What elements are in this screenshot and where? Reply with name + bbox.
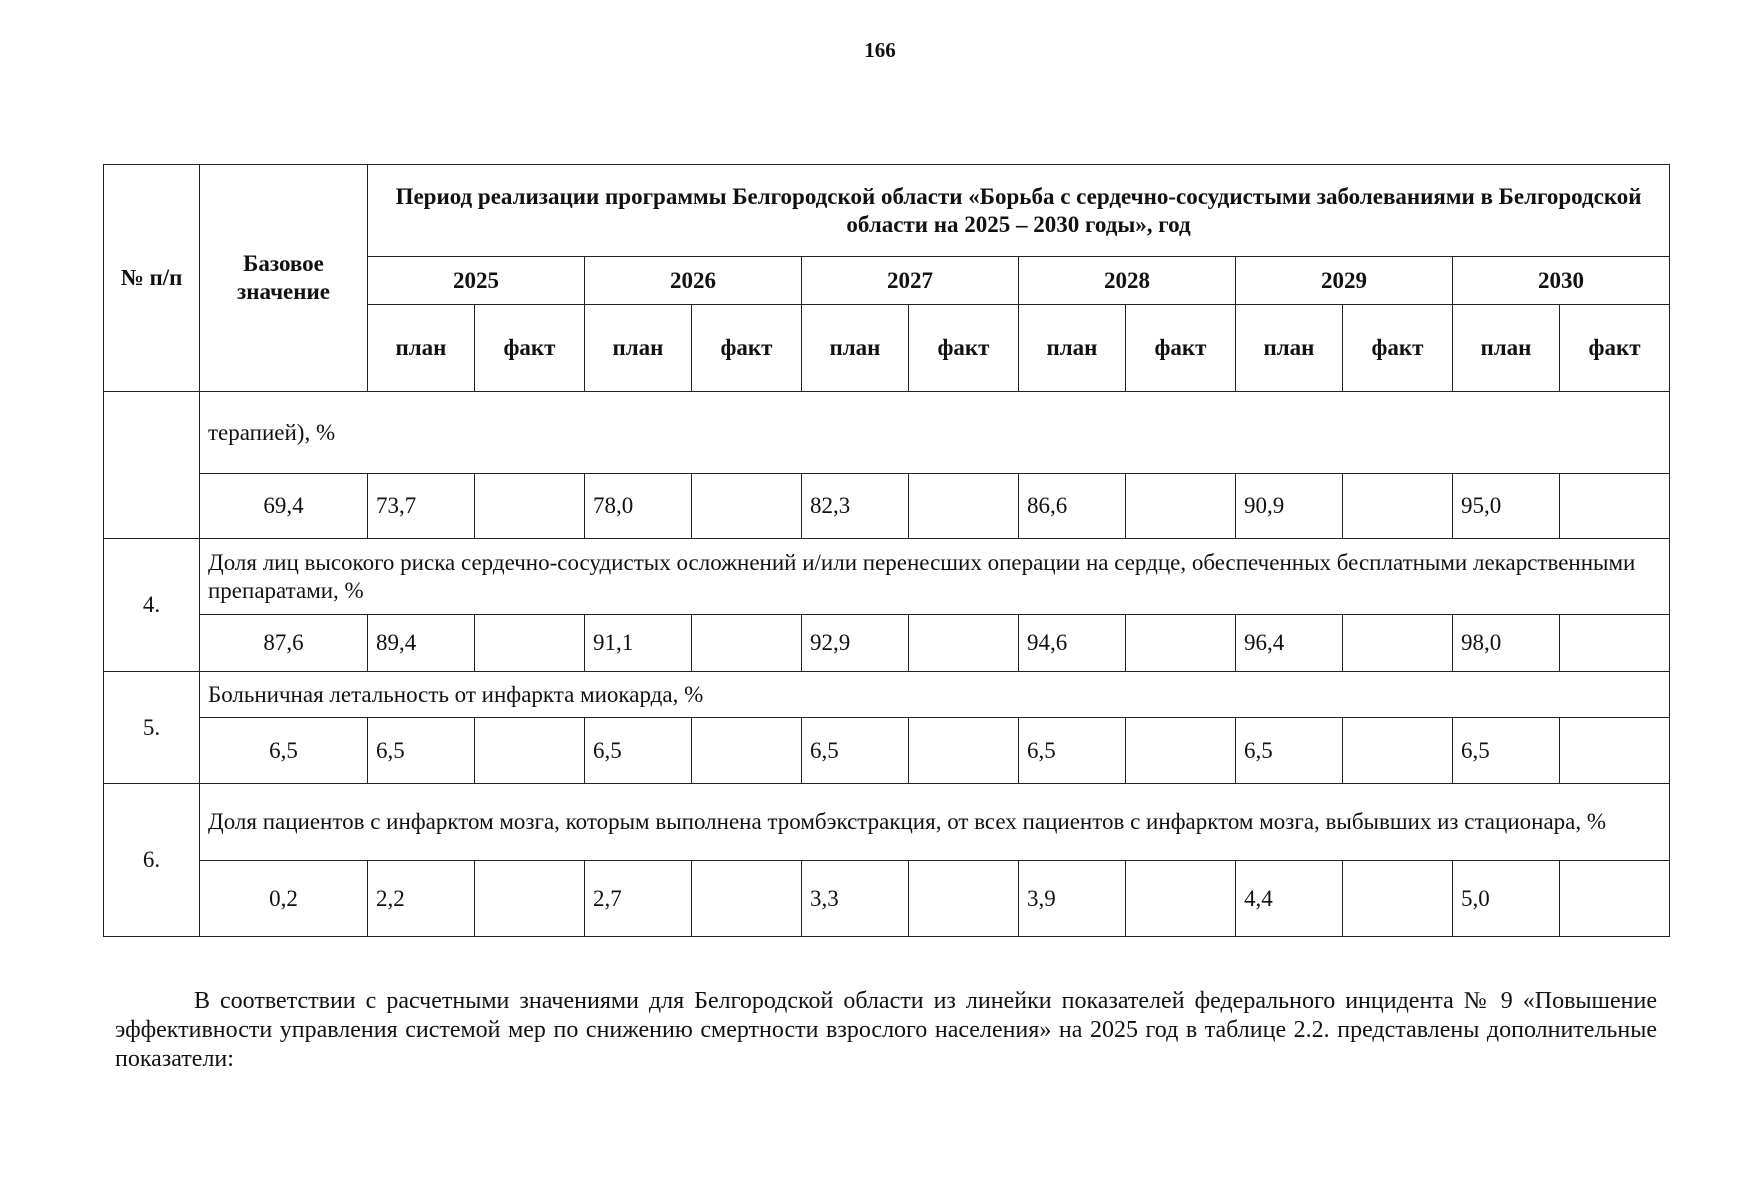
indicator-name: Больничная летальность от инфаркта миокарда, % [200,672,1670,718]
header-year: 2030 [1453,257,1670,305]
header-plan: план [1453,305,1560,392]
plan-value: 6,5 [1019,718,1126,784]
plan-value: 6,5 [1453,718,1560,784]
plan-value: 86,6 [1019,474,1126,539]
plan-value: 5,0 [1453,861,1560,937]
fact-value [1343,615,1453,672]
header-base-value: Базовое значение [200,165,368,392]
table-row [104,392,1670,474]
plan-value: 2,7 [585,861,692,937]
header-plan: план [1236,305,1343,392]
indicator-name: Доля лиц высокого риска сердечно-сосудистых осложнений и/или перенесших операции на сердце, обеспеченных бесплатными лекарственными препаратами, % [200,539,1670,615]
fact-value [909,615,1019,672]
plan-value: 82,3 [802,474,909,539]
header-fact: факт [475,305,585,392]
header-fact: факт [1126,305,1236,392]
base-value: 69,4 [200,474,368,539]
fact-value [909,718,1019,784]
plan-value: 4,4 [1236,861,1343,937]
fact-value [1343,718,1453,784]
header-year: 2025 [368,257,585,305]
header-plan: план [368,305,475,392]
table-row [104,784,1670,861]
fact-value [1343,861,1453,937]
fact-value [1343,474,1453,539]
table-row [104,615,1670,672]
plan-value: 96,4 [1236,615,1343,672]
fact-value [1126,718,1236,784]
fact-value [475,474,585,539]
header-fact: факт [1343,305,1453,392]
table-row [104,861,1670,937]
fact-value [909,861,1019,937]
header-year: 2027 [802,257,1019,305]
header-plan: план [1019,305,1126,392]
body-paragraph: В соответствии с расчетными значениями для Белгородской области из линейки показателей федерального инцидента № 9 «Повышение эффективности управления системой мер по снижению смертности взрослого населения» на 2025 год в таблице 2.2. представлены дополнительные показатели: [115,988,1657,1072]
table-row [104,718,1670,784]
plan-value: 91,1 [585,615,692,672]
header-num: № п/п [104,165,200,392]
table-row [104,474,1670,539]
plan-value: 3,3 [802,861,909,937]
plan-value: 90,9 [1236,474,1343,539]
plan-value: 89,4 [368,615,475,672]
indicators-table [103,164,1670,937]
indicator-name: терапией), % [200,392,1670,474]
fact-value [475,718,585,784]
header-fact: факт [1560,305,1670,392]
plan-value: 94,6 [1019,615,1126,672]
fact-value [1560,474,1670,539]
header-year: 2028 [1019,257,1236,305]
header-plan: план [802,305,909,392]
row-number [104,392,200,539]
row-number: 4. [104,539,200,672]
plan-value: 6,5 [802,718,909,784]
base-value: 6,5 [200,718,368,784]
plan-value: 73,7 [368,474,475,539]
fact-value [692,615,802,672]
plan-value: 95,0 [1453,474,1560,539]
fact-value [692,718,802,784]
plan-value: 3,9 [1019,861,1126,937]
table-row [104,539,1670,615]
base-value: 0,2 [200,861,368,937]
fact-value [1126,615,1236,672]
plan-value: 92,9 [802,615,909,672]
fact-value [1126,474,1236,539]
header-fact: факт [909,305,1019,392]
plan-value: 98,0 [1453,615,1560,672]
header-year: 2029 [1236,257,1453,305]
table-row [104,672,1670,718]
fact-value [1560,718,1670,784]
plan-value: 6,5 [585,718,692,784]
plan-value: 78,0 [585,474,692,539]
fact-value [475,615,585,672]
header-year: 2026 [585,257,802,305]
header-period: Период реализации программы Белгородской области «Борьба с сердечно-сосудистыми заболеваниями в Белгородской области на 2025 – 2030 годы», год [368,165,1670,257]
row-number: 6. [104,784,200,937]
fact-value [475,861,585,937]
header-plan: план [585,305,692,392]
fact-value [1560,861,1670,937]
header-fact: факт [692,305,802,392]
fact-value [1560,615,1670,672]
base-value: 87,6 [200,615,368,672]
indicator-name: Доля пациентов с инфарктом мозга, которым выполнена тромбэкстракция, от всех пациентов с инфарктом мозга, выбывших из стационара, % [200,784,1670,861]
row-number: 5. [104,672,200,784]
plan-value: 6,5 [1236,718,1343,784]
page-number: 166 [864,38,896,62]
plan-value: 6,5 [368,718,475,784]
plan-value: 2,2 [368,861,475,937]
fact-value [909,474,1019,539]
fact-value [692,474,802,539]
fact-value [1126,861,1236,937]
fact-value [692,861,802,937]
